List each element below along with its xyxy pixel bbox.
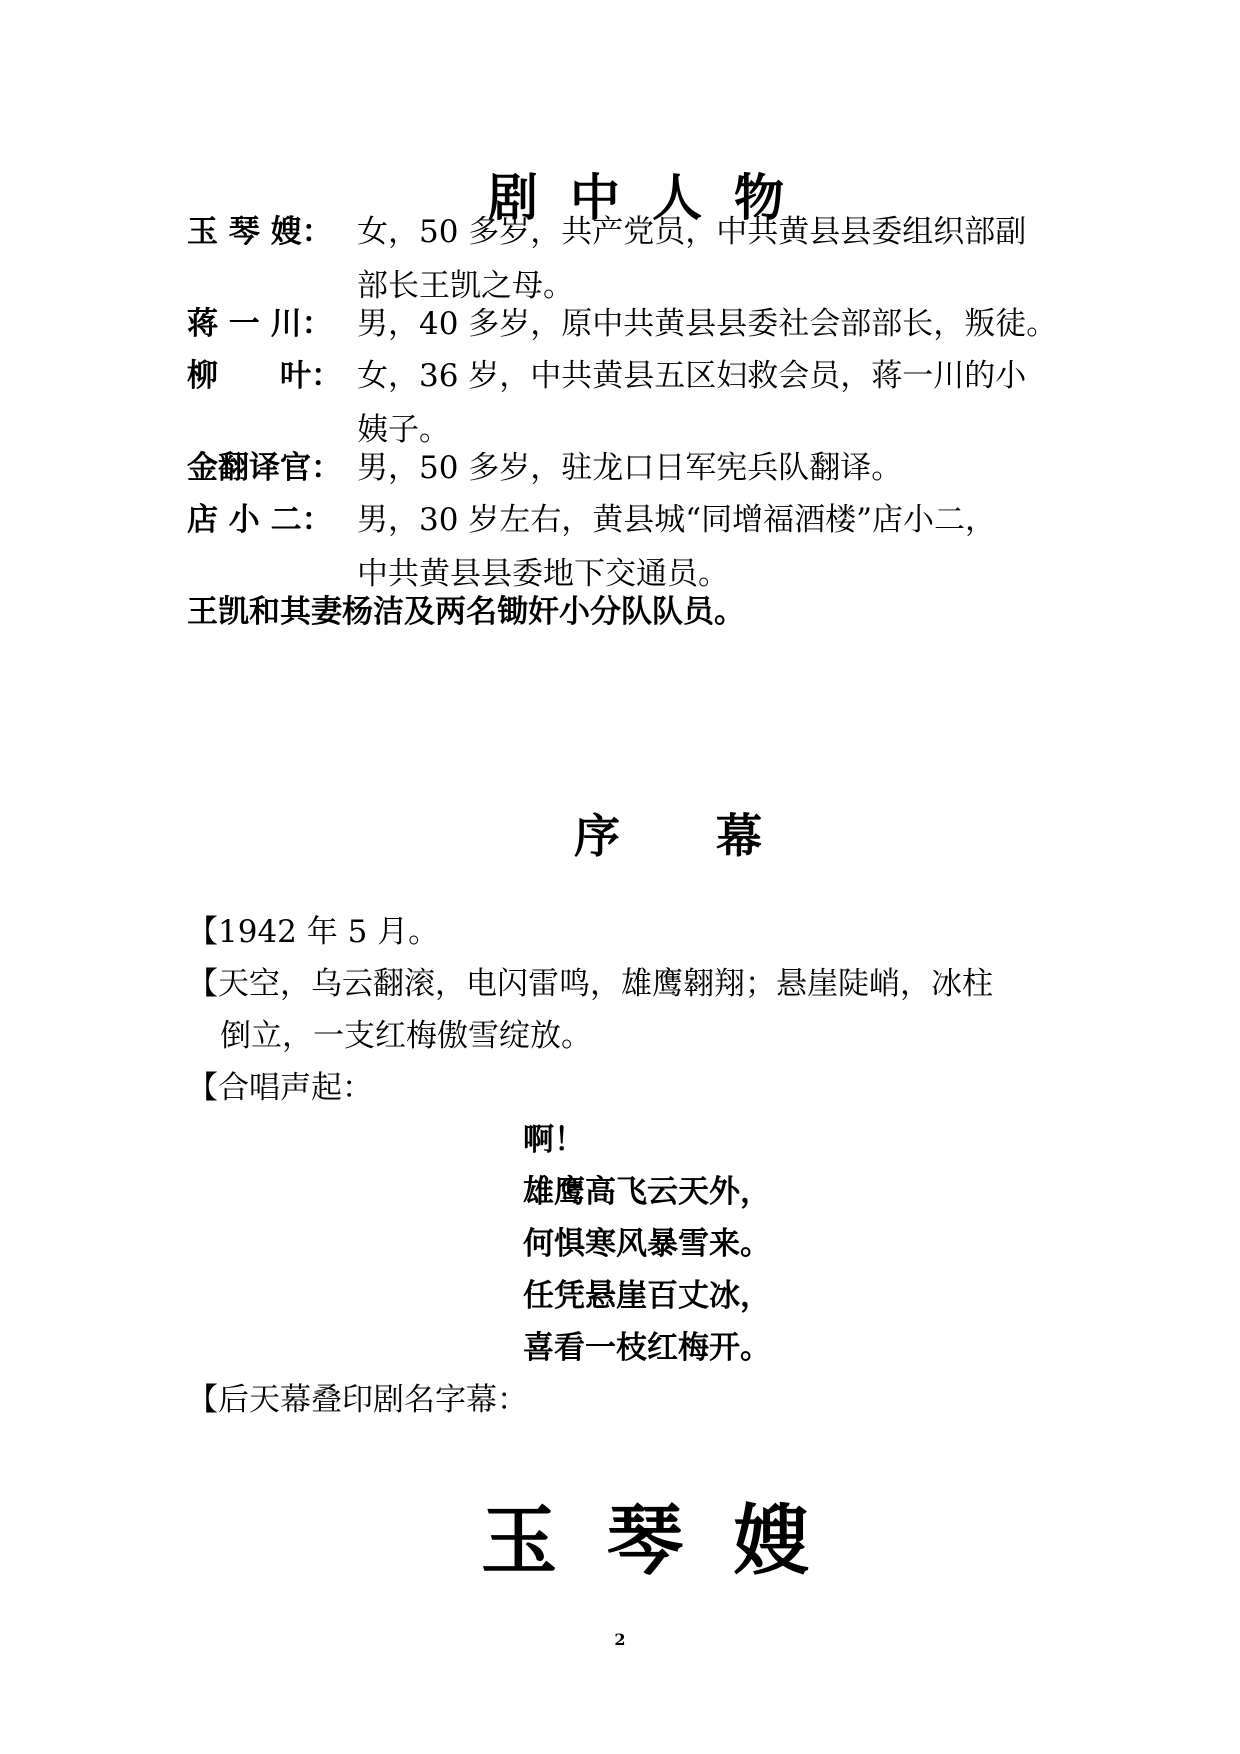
song-line: 喜看一枝红梅开。	[523, 1330, 771, 1366]
character-name: 蒋 一 川：	[187, 306, 333, 342]
character-name: 柳 叶：	[187, 358, 342, 394]
stage-direction-chorus: 【合唱声起：	[187, 1070, 373, 1106]
play-title: 玉琴嫂	[481, 1496, 859, 1585]
prologue-title: 序幕	[574, 809, 858, 863]
song-line: 啊！	[523, 1122, 585, 1158]
song-line: 何惧寒风暴雪来。	[523, 1226, 771, 1262]
character-description: 女，50 多岁，共产党员，中共黄县县委组织部副	[357, 214, 1027, 250]
character-name: 店 小 二：	[187, 502, 333, 538]
stage-direction-scene-continued: 倒立，一支红梅傲雪绽放。	[220, 1018, 592, 1054]
character-description: 男，30 岁左右，黄县城“同增福酒楼”店小二，	[357, 502, 996, 538]
character-entry	[187, 212, 1067, 306]
character-entry	[187, 356, 1067, 450]
stage-direction-backdrop: 【后天幕叠印剧名字幕：	[187, 1382, 528, 1418]
character-name: 玉 琴 嫂：	[187, 214, 333, 250]
character-entry	[187, 500, 1067, 594]
character-description-continued: 姨子。	[357, 412, 450, 448]
stage-direction-time: 【1942 年 5 月。	[187, 914, 440, 950]
song-line: 任凭悬崖百丈冰，	[523, 1278, 771, 1314]
character-entry	[187, 448, 1067, 488]
character-entry	[187, 304, 1067, 344]
other-characters: 王凯和其妻杨洁及两名锄奸小分队队员。	[187, 594, 745, 630]
character-description: 男，40 多岁，原中共黄县县委社会部部长，叛徒。	[357, 306, 1058, 342]
stage-direction-scene: 【天空，乌云翻滚，电闪雷鸣，雄鹰翱翔；悬崖陡峭，冰柱	[187, 966, 993, 1002]
cast-title: 剧中人物	[488, 168, 816, 227]
character-description: 女，36 岁，中共黄县五区妇救会员，蒋一川的小	[357, 358, 1027, 394]
song-line: 雄鹰高飞云天外，	[523, 1174, 771, 1210]
character-name: 金翻译官：	[187, 450, 342, 486]
character-description: 男，50 多岁，驻龙口日军宪兵队翻译。	[357, 450, 903, 486]
character-description-continued: 部长王凯之母。	[357, 268, 574, 304]
page-number: 2	[614, 1630, 626, 1649]
character-description-continued: 中共黄县县委地下交通员。	[357, 556, 729, 592]
